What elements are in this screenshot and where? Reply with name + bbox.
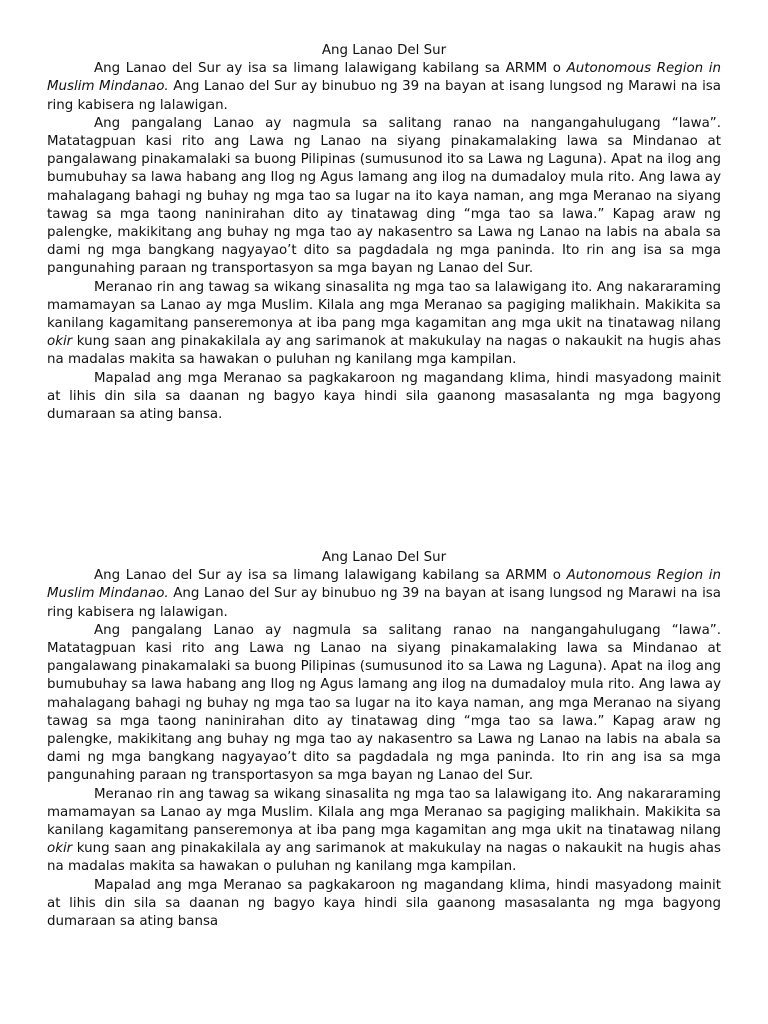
section-title: Ang Lanao Del Sur	[321, 43, 447, 58]
section-title: Ang Lanao Del Sur	[321, 550, 447, 565]
paragraph-1-text-b: Ang Lanao del Sur ay binubuo ng 39 na bayan at isang lungsod ng Marawi na isa ring kabisera ng lalawigan.	[47, 79, 721, 113]
paragraph-3-text-b: kung saan ang pinakakilala ay ang sarimanok at makukulay na nagas o nakaukit na hugis ahas na madalas makita sa hawakan o puluhan ng kanilang mga kampilan.	[47, 334, 721, 368]
paragraph-1-emphasis: Autonomous Region in Muslim Mindanao.	[47, 568, 721, 602]
paragraph-3	[47, 786, 721, 877]
paragraph-3-emphasis: okir	[47, 841, 73, 857]
paragraph-1-text-a: Ang Lanao del Sur ay isa sa limang lalawigang kabilang sa ARMM o	[94, 61, 567, 77]
paragraph-4: Mapalad ang mga Meranao sa pagkakaroon ng magandang klima, hindi masyadong mainit at lihis din sila sa daanan ng bagyo kaya hindi sila gaanong masasalanta ng mga bagyong dumaraan sa ating bansa	[47, 877, 721, 930]
paragraph-3-text-a: Meranao rin ang tawag sa wikang sinasalita ng mga tao sa lalawigang ito. Ang nakararaming mamamayan sa Lanao ay mga Muslim. Kilala ang mga Meranao sa pagiging malikhain. Makikita sa kanilang kagamitang panseremonya at iba pang mga kagamitan ang mga ukit na tinatawag nilang	[47, 786, 721, 839]
paragraph-3-text-b: kung saan ang pinakakilala ay ang sarimanok at makukulay na nagas o nakaukit na hugis ahas na madalas makita sa hawakan o puluhan ng kanilang mga kampilan.	[47, 841, 721, 875]
paragraph-2: Ang pangalang Lanao ay nagmula sa salitang ranao na nangangahulugang “lawa”. Matatagpuan kasi rito ang Lawa ng Lanao na siyang pinakamalaking lawa sa Mindanao at pangalawang pinakamalaki sa buong Pilipinas (sumusunod ito sa Lawa ng Laguna). Apat na ilog ang bumubuhay sa lawa habang ang Ilog ng Agus lamang ang ilog na dumadaloy mula rito. Ang lawa ay mahalagang bahagi ng buhay ng mga tao sa lugar na ito kaya naman, ang mga Meranao na siyang tawag sa mga taong naninirahan dito ay tinatawag ding “mga tao sa lawa.” Kapag araw ng palengke, makikitang ang buhay ng mga tao ay nakasentro sa Lawa ng Lanao na labis na abala sa dami ng mga bangkang nagyayao’t dito sa pagdadala ng mga paninda. Ito rin ang isa sa mga pangunahing paraan ng transportasyon sa mga bayan ng Lanao del Sur.	[47, 115, 722, 277]
paragraph-1	[47, 567, 721, 622]
paragraph-1-text-b: Ang Lanao del Sur ay binubuo ng 39 na bayan at isang lungsod ng Marawi na isa ring kabisera ng lalawigan.	[47, 586, 721, 620]
paragraph-1-text-a: Ang Lanao del Sur ay isa sa limang lalawigang kabilang sa ARMM o	[94, 568, 567, 584]
paragraph-3-emphasis: okir	[47, 334, 73, 350]
document-section-1	[47, 42, 721, 424]
paragraph-3	[47, 279, 721, 370]
paragraph-3-text-a: Meranao rin ang tawag sa wikang sinasalita ng mga tao sa lalawigang ito. Ang nakararaming mamamayan sa Lanao ay mga Muslim. Kilala ang mga Meranao sa pagiging malikhain. Makikita sa kanilang kagamitang panseremonya at iba pang mga kagamitan ang mga ukit na tinatawag nilang	[47, 279, 721, 332]
document-section-2	[47, 549, 721, 931]
paragraph-4: Mapalad ang mga Meranao sa pagkakaroon ng magandang klima, hindi masyadong mainit at lihis din sila sa daanan ng bagyo kaya hindi sila gaanong masasalanta ng mga bagyong dumaraan sa ating bansa.	[47, 370, 721, 423]
paragraph-2: Ang pangalang Lanao ay nagmula sa salitang ranao na nangangahulugang “lawa”. Matatagpuan kasi rito ang Lawa ng Lanao na siyang pinakamalaking lawa sa Mindanao at pangalawang pinakamalaki sa buong Pilipinas (sumusunod ito sa Lawa ng Laguna). Apat na ilog ang bumubuhay sa lawa habang ang Ilog ng Agus lamang ang ilog na dumadaloy mula rito. Ang lawa ay mahalagang bahagi ng buhay ng mga tao sa lugar na ito kaya naman, ang mga Meranao na siyang tawag sa mga taong naninirahan dito ay tinatawag ding “mga tao sa lawa.” Kapag araw ng palengke, makikitang ang buhay ng mga tao ay nakasentro sa Lawa ng Lanao na labis na abala sa dami ng mga bangkang nagyayao’t dito sa pagdadala ng mga paninda. Ito rin ang isa sa mga pangunahing paraan ng transportasyon sa mga bayan ng Lanao del Sur.	[47, 622, 722, 784]
paragraph-1-emphasis: Autonomous Region in Muslim Mindanao.	[47, 61, 721, 95]
paragraph-1	[47, 60, 721, 115]
